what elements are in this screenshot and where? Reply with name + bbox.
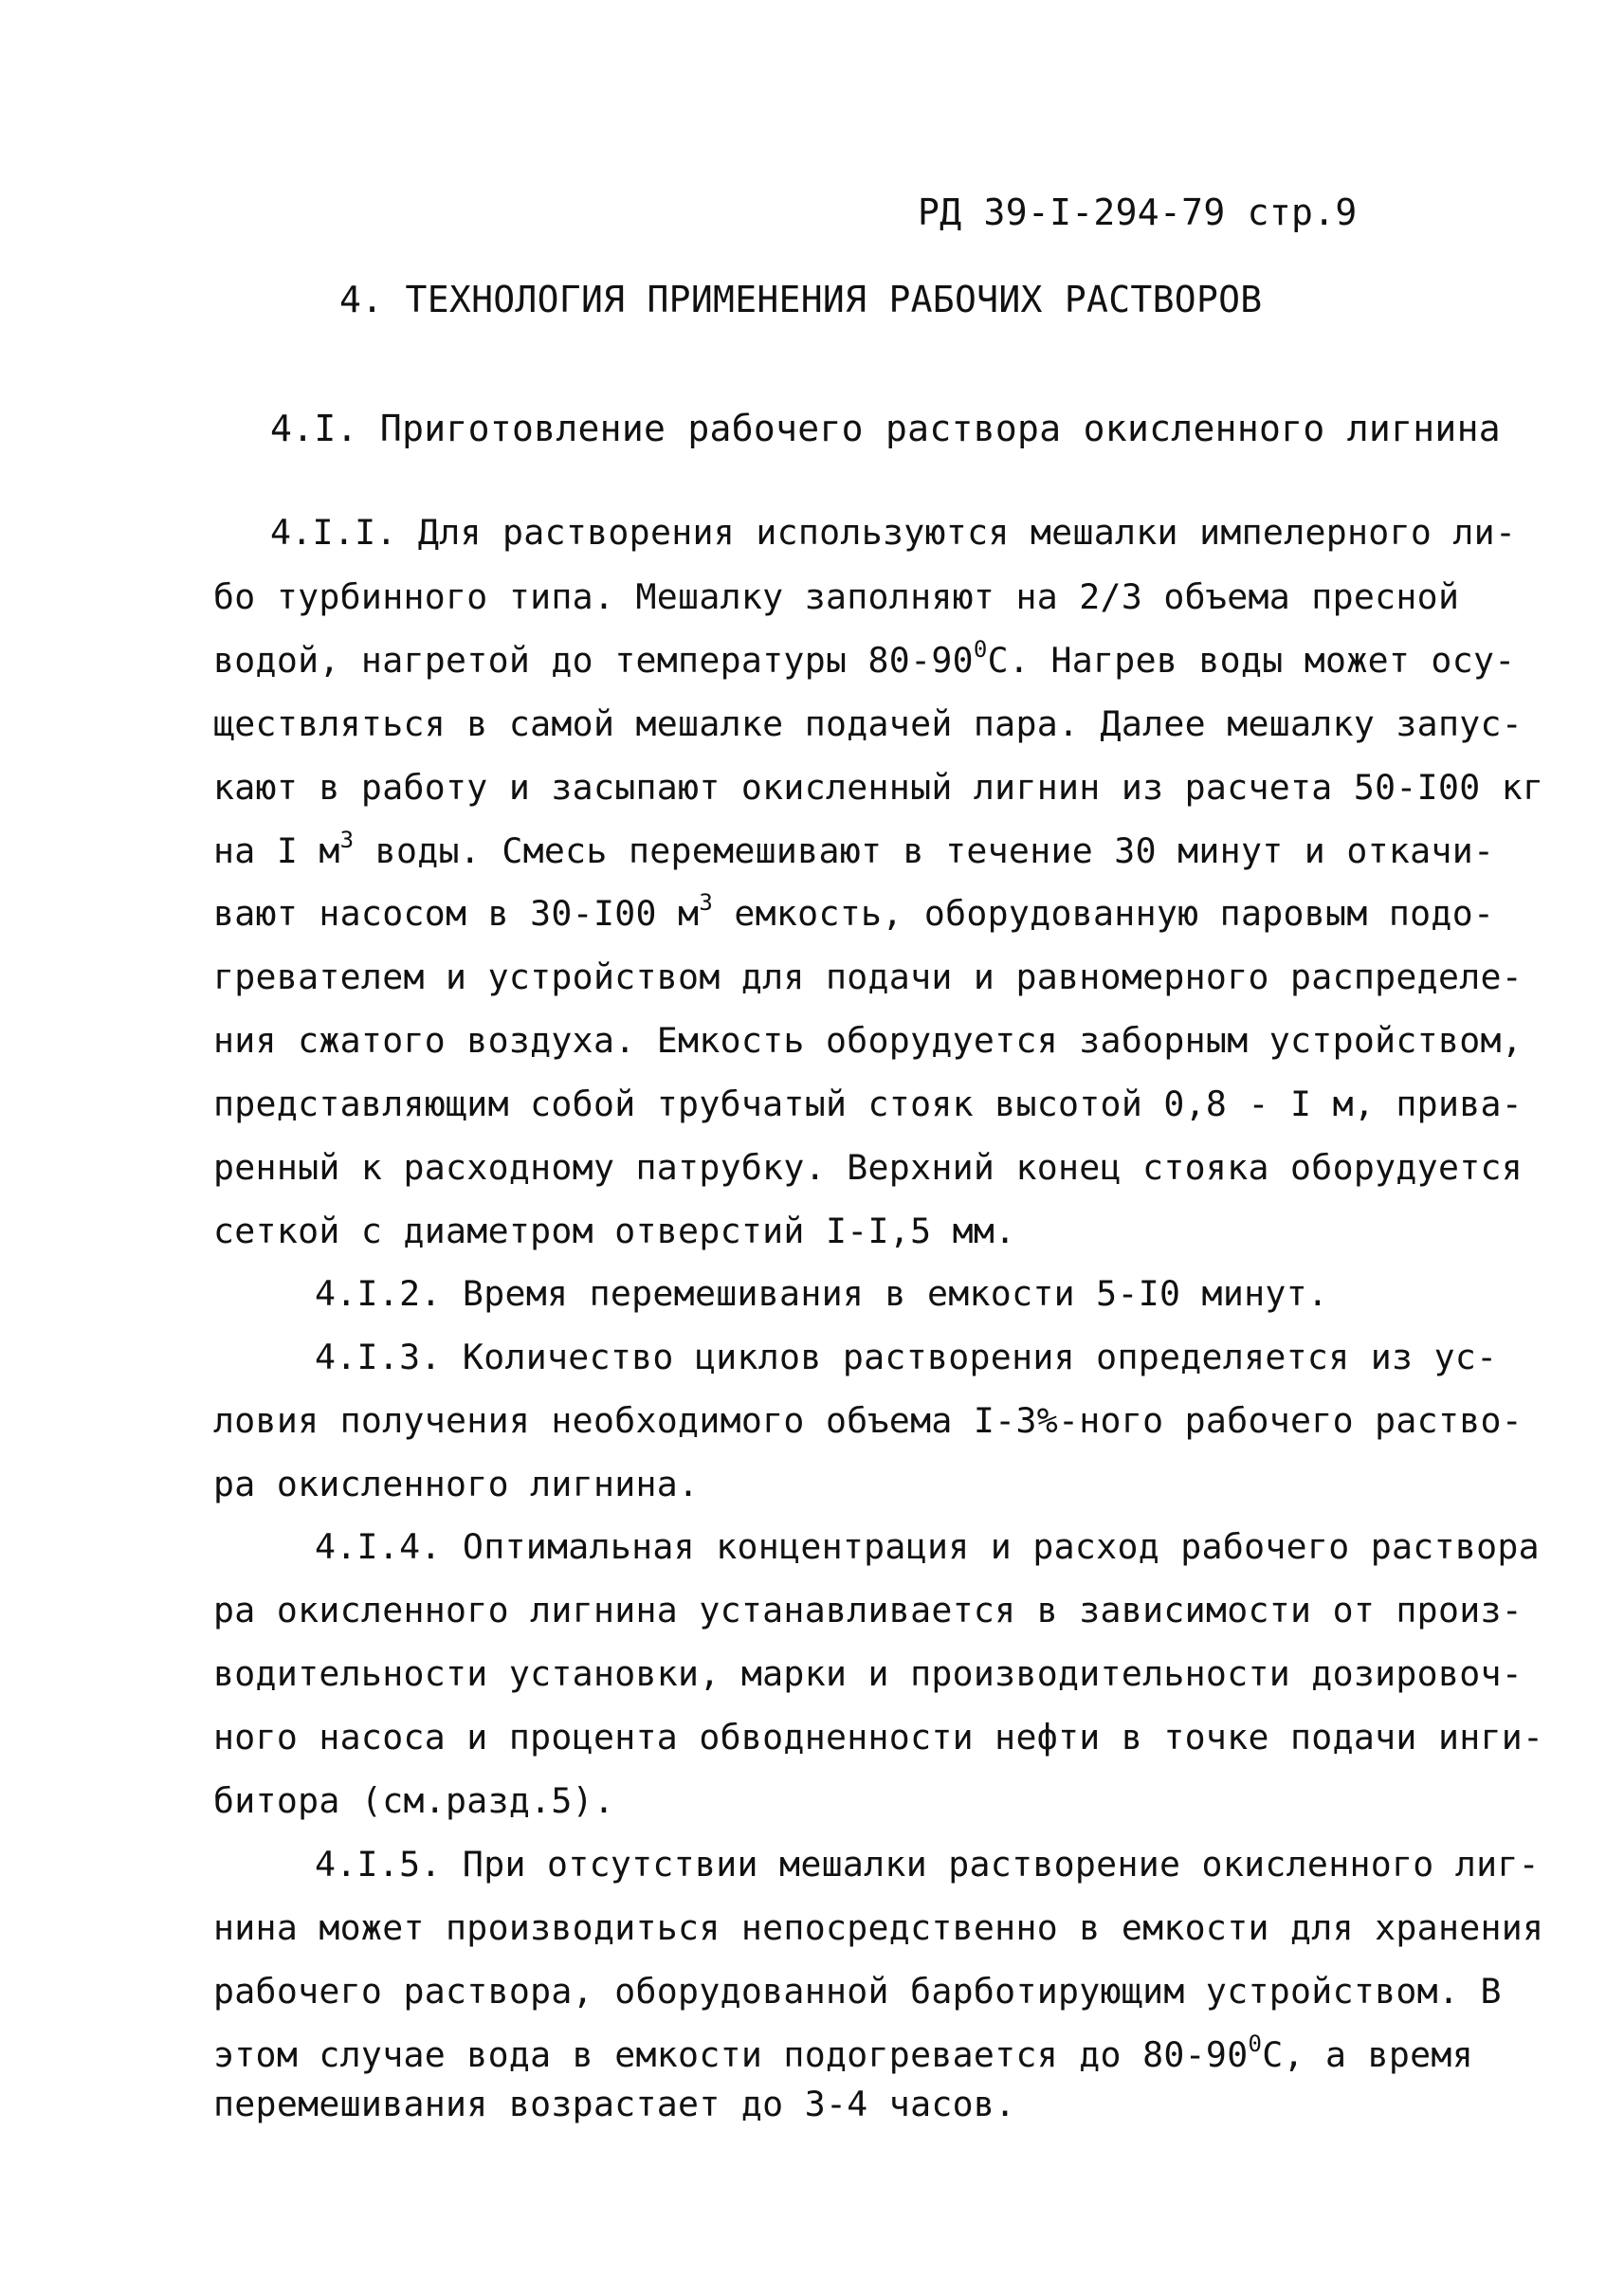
text-run: на I м <box>213 830 340 871</box>
text-run: С. Нагрев воды может осу- <box>987 640 1516 681</box>
text-run: воды. Смесь перемешивают в течение 30 минут и откачи- <box>354 830 1495 871</box>
paragraph-line: ловия получения необходимого объема I-3%-ного рабочего раство- <box>213 1400 1524 1441</box>
superscript: 3 <box>339 827 355 853</box>
paragraph-line: 4.I.5. При отсутствии мешалки растворение окисленного лиг- <box>315 1844 1540 1885</box>
paragraph-line: перемешивания возрастает до 3-4 часов. <box>213 2084 1016 2124</box>
paragraph-line <box>213 2031 1473 2076</box>
paragraph-line: ного насоса и процента обводненности нефти в точке подачи инги- <box>213 1717 1544 1758</box>
paragraph-line: 4.I.2. Время перемешивания в емкости 5-I0 минут. <box>315 1273 1329 1314</box>
paragraph-line: представляющим собой трубчатый стояк высотой 0,8 - I м, прива- <box>213 1084 1524 1124</box>
chapter-title: 4. ТЕХНОЛОГИЯ ПРИМЕНЕНИЯ РАБОЧИХ РАСТВОРОВ <box>339 279 1263 320</box>
section-title: 4.I. Приготовление рабочего раствора окисленного лигнина <box>270 408 1501 449</box>
paragraph-line: битора (см.разд.5). <box>213 1780 615 1821</box>
text-run: емкость, оборудованную паровым подо- <box>713 893 1495 934</box>
paragraph-line: ществляться в самой мешалке подачей пара. Далее мешалку запус- <box>213 703 1524 744</box>
paragraph-line: рабочего раствора, оборудованной барботирующим устройством. В <box>213 1971 1502 2012</box>
paragraph-line: ра окисленного лигнина. <box>213 1464 700 1504</box>
paragraph-line: водительности установки, марки и производительности дозировоч- <box>213 1653 1524 1694</box>
paragraph-line <box>213 636 1516 682</box>
text-run: С, а время <box>1262 2034 1473 2075</box>
superscript: 0 <box>1248 2031 1263 2057</box>
paragraph-line <box>213 827 1495 872</box>
paragraph-line: гревателем и устройством для подачи и равномерного распределе- <box>213 956 1524 997</box>
superscript: 0 <box>973 636 988 663</box>
paragraph-line: 4.I.3. Количество циклов растворения определяется из ус- <box>315 1337 1498 1377</box>
paragraph-line: нина может производиться непосредственно в емкости для хранения <box>213 1907 1544 1948</box>
paragraph-line: 4.I.4. Оптимальная концентрация и расход рабочего раствора <box>315 1526 1540 1567</box>
paragraph-line <box>213 889 1495 935</box>
paragraph-line: ния сжатого воздуха. Емкость оборудуется заборным устройством, <box>213 1020 1524 1061</box>
paragraph-line: ра окисленного лигнина устанавливается в зависимости от произ- <box>213 1590 1524 1630</box>
text-run: водой, нагретой до температуры 80-90 <box>213 640 974 681</box>
paragraph-line: кают в работу и засыпают окисленный лигнин из расчета 50-I00 кг <box>213 767 1544 808</box>
paragraph-line: 4.I.I. Для растворения используются мешалки импелерного ли- <box>270 512 1517 553</box>
paragraph-line: сеткой с диаметром отверстий I-I,5 мм. <box>213 1211 1016 1251</box>
paragraph-line: бо турбинного типа. Мешалку заполняют на 2/3 объема пресной <box>213 576 1460 617</box>
superscript: 3 <box>699 889 714 916</box>
text-run: этом случае вода в емкости подогревается до 80-90 <box>213 2034 1249 2075</box>
text-run: вают насосом в 30-I00 м <box>213 893 700 934</box>
page-header-doc-ref: РД 39-I-294-79 стр.9 <box>918 191 1358 233</box>
paragraph-line: ренный к расходному патрубку. Верхний конец стояка оборудуется <box>213 1147 1524 1188</box>
